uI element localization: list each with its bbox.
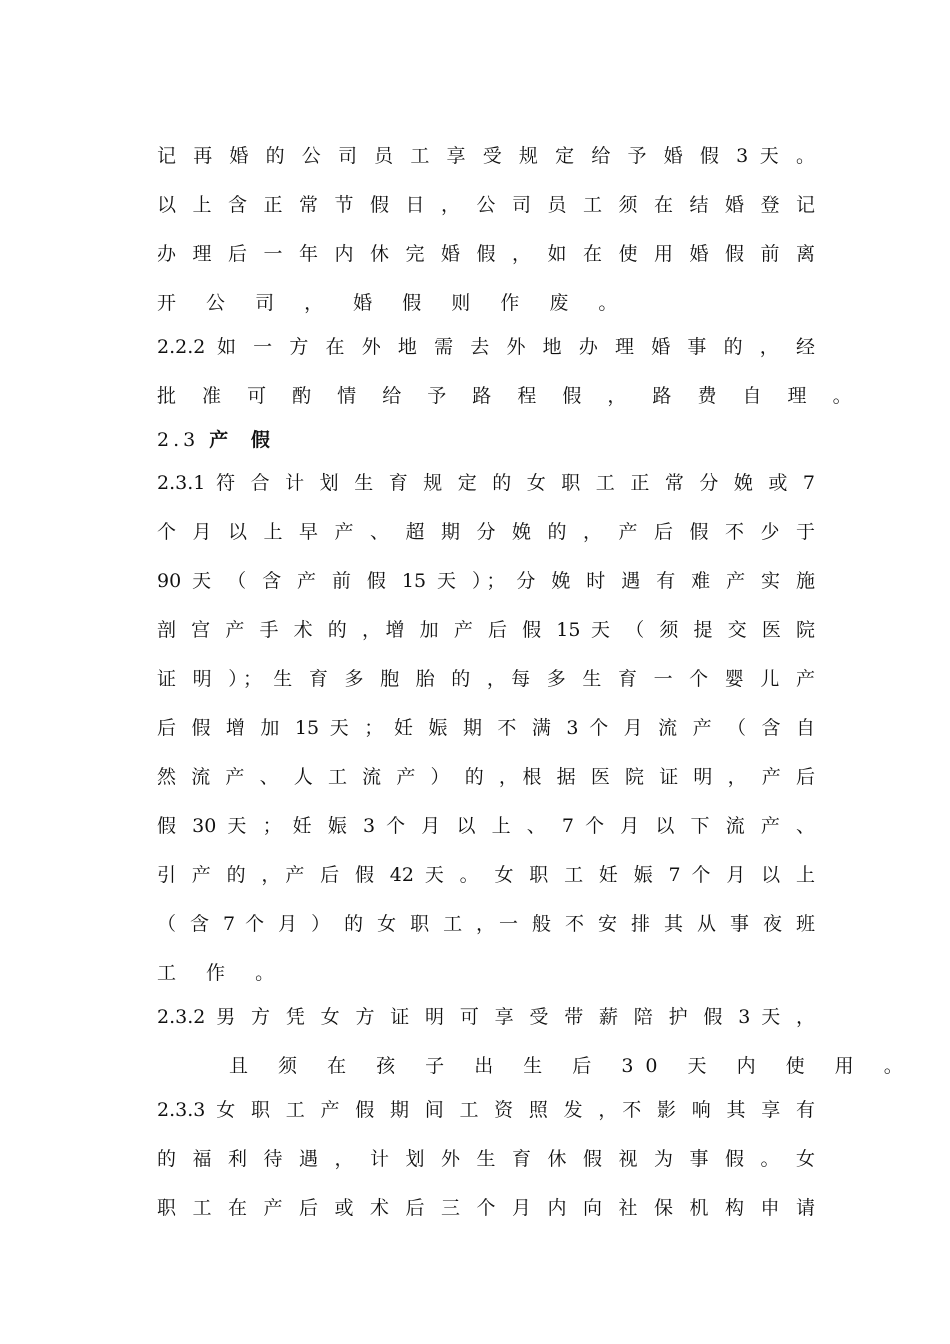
- text-line: 职 工 在 产 后 或 术 后 三 个 月 内 向 社 保 机 构 申 请: [157, 1197, 815, 1219]
- text-line: 记 再 婚 的 公 司 员 工 享 受 规 定 给 予 婚 假 3 天 。: [157, 145, 815, 167]
- text-line: 2.3.2 男 方 凭 女 方 证 明 可 享 受 带 薪 陪 护 假 3 天 ，: [157, 1006, 815, 1028]
- text-line: 后 假 增 加 15 天 ； 妊 娠 期 不 满 3 个 月 流 产 （ 含 自: [157, 717, 815, 739]
- text-line: 引 产 的 ，产 后 假 42 天 。 女 职 工 妊 娠 7 个 月 以 上: [157, 864, 815, 886]
- text-line: 批 准 可 酌 情 给 予 路 程 假 ， 路 费 自 理 。: [157, 385, 862, 407]
- text-line: 开 公 司 ， 婚 假 则 作 废 。: [157, 292, 630, 314]
- text-line: 2.2.2 如 一 方 在 外 地 需 去 外 地 办 理 婚 事 的 ， 经: [157, 336, 815, 358]
- text-line: 2.3.3 女 职 工 产 假 期 间 工 资 照 发 ，不 影 响 其 享 有: [157, 1099, 815, 1121]
- text-line: 且 须 在 孩 子 出 生 后 30 天 内 使 用 。: [229, 1055, 915, 1077]
- text-line: 工 作 。: [157, 962, 287, 984]
- text-line: 然 流 产 、 人 工 流 产 ） 的 ，根 据 医 院 证 明 ， 产 后: [157, 766, 815, 788]
- text-line: 假 30 天 ； 妊 娠 3 个 月 以 上 、 7 个 月 以 下 流 产 、: [157, 815, 815, 837]
- section-title: 产 假: [209, 429, 278, 451]
- text-line: 剖 宫 产 手 术 的 ，增 加 产 后 假 15 天 （ 须 提 交 医 院: [157, 619, 815, 641]
- text-line: 个 月 以 上 早 产 、 超 期 分 娩 的 ， 产 后 假 不 少 于: [157, 521, 815, 543]
- text-line: 90 天 （ 含 产 前 假 15 天 ）； 分 娩 时 遇 有 难 产 实 施: [157, 570, 815, 592]
- text-line: 办 理 后 一 年 内 休 完 婚 假 ， 如 在 使 用 婚 假 前 离: [157, 243, 815, 265]
- text-line: 的 福 利 待 遇 ， 计 划 外 生 育 休 假 视 为 事 假 。 女: [157, 1148, 815, 1170]
- text-line: 以 上 含 正 常 节 假 日 ， 公 司 员 工 须 在 结 婚 登 记: [157, 194, 815, 216]
- section-heading: [157, 427, 815, 453]
- section-number: 2.3: [157, 429, 200, 451]
- text-line: （ 含 7 个 月 ） 的 女 职 工 ，一 般 不 安 排 其 从 事 夜 班: [157, 913, 815, 935]
- text-line: 2.3.1 符 合 计 划 生 育 规 定 的 女 职 工 正 常 分 娩 或 7: [157, 472, 815, 494]
- text-line: 证 明 ）； 生 育 多 胞 胎 的 ，每 多 生 育 一 个 婴 儿 产: [157, 668, 815, 690]
